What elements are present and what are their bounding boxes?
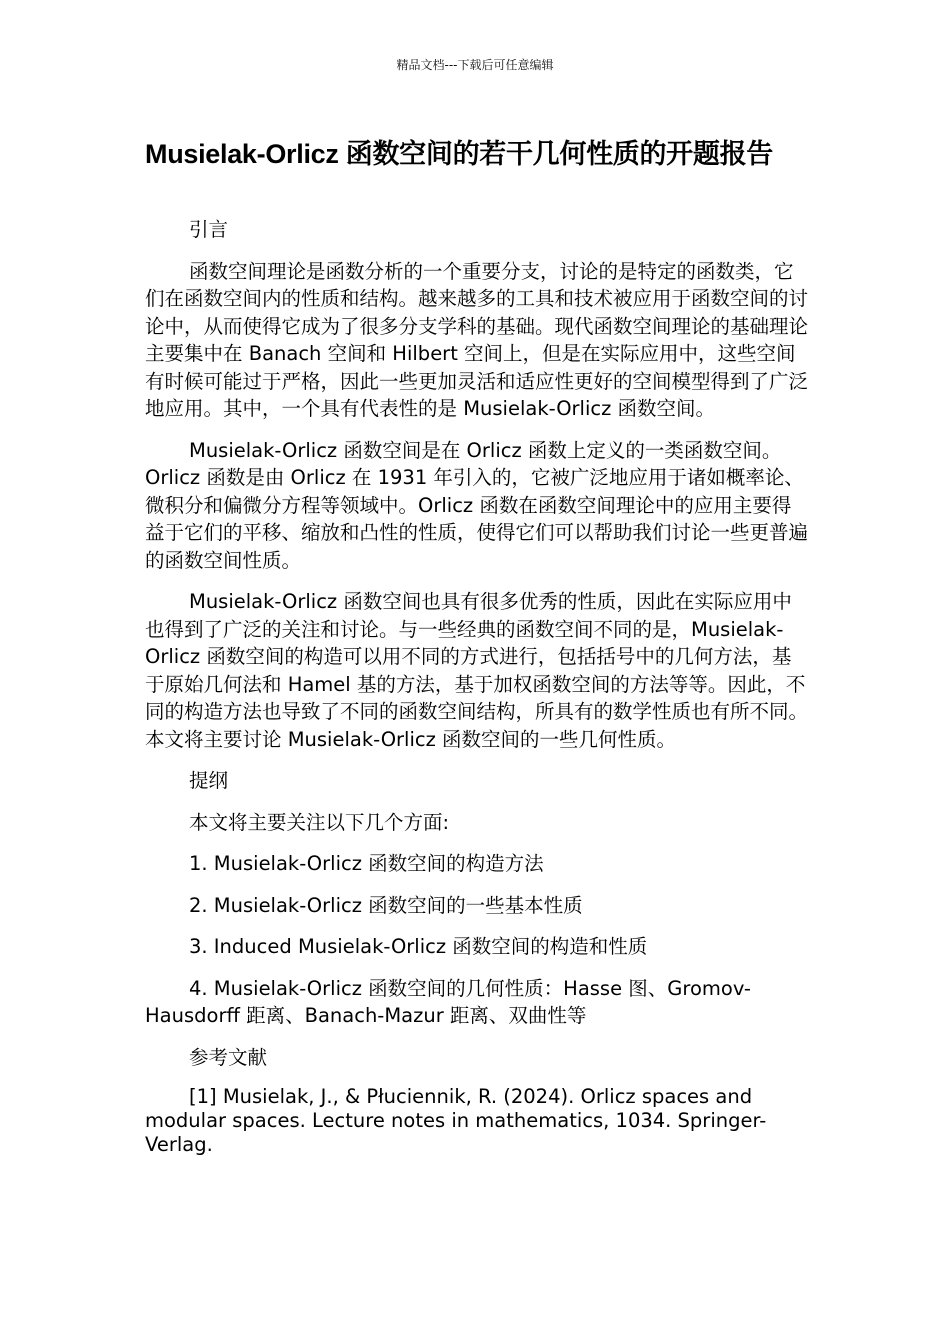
- outline-item-4: 4. Musielak-Orlicz 函数空间的几何性质：Hasse 图、Gromov-Hausdorff 距离、Banach-Mazur 距离、双曲性等: [145, 976, 751, 1027]
- section-heading-intro: 引言: [189, 218, 229, 241]
- intro-paragraph-3: Musielak-Orlicz 函数空间也具有很多优秀的性质，因此在实际应用中也得到了广泛的关注和讨论。与一些经典的函数空间不同的是，Musielak-Orlicz 函数空间的构造可以用不同的方式进行，包括括号中的几何方法，基于原始几何法和 Hamel 基的方法，基于加权函数空间的方法等等。因此，不同的构造方法也导致了不同的函数空间结构，所具有的数学性质也有所不同。本文将主要讨论 Musielak-Orlicz 函数空间的一些几何性质。: [145, 590, 809, 751]
- document-title: Musielak-Orlicz 函数空间的若干几何性质的开题报告: [145, 139, 773, 169]
- document-body: [145, 216, 810, 1171]
- outline-intro: 本文将主要关注以下几个方面:: [189, 810, 450, 834]
- intro-paragraph-1: 函数空间理论是函数分析的一个重要分支，讨论的是特定的函数类，它们在函数空间内的性质和结构。越来越多的工具和技术被应用于函数空间的讨论中，从而使得它成为了很多分支学科的基础。现代函数空间理论的基础理论主要集中在 Banach 空间和 Hilbert 空间上，但是在实际应用中，这些空间有时候可能过于严格，因此一些更加灵活和适应性更好的空间模型得到了广泛地应用。其中，一个具有代表性的是 Musielak-Orlicz 函数空间。: [145, 259, 809, 420]
- section-heading-references: 参考文献: [189, 1045, 268, 1069]
- outline-item-3: 3. Induced Musielak-Orlicz 函数空间的构造和性质: [189, 935, 648, 958]
- outline-item-1: 1. Musielak-Orlicz 函数空间的构造方法: [189, 852, 544, 875]
- section-heading-outline: 提纲: [189, 769, 229, 792]
- reference-1: [1] Musielak, J., & Płuciennik, R. (2024). Orlicz spaces and modular spaces. Lecture notes in mathematics, 1034. Springer-Verlag.: [145, 1085, 767, 1156]
- intro-paragraph-2: Musielak-Orlicz 函数空间是在 Orlicz 函数上定义的一类函数空间。Orlicz 函数是由 Orlicz 在 1931 年引入的，它被广泛地应用于诸如概率论、微积分和偏微分方程等领域中。Orlicz 函数在函数空间理论中的应用主要得益于它们的平移、缩放和凸性的性质，使得它们可以帮助我们讨论一些更普遍的函数空间性质。: [145, 438, 809, 572]
- header-note: 精品文档---下载后可任意编辑: [396, 58, 554, 72]
- outline-item-2: 2. Musielak-Orlicz 函数空间的一些基本性质: [189, 893, 583, 917]
